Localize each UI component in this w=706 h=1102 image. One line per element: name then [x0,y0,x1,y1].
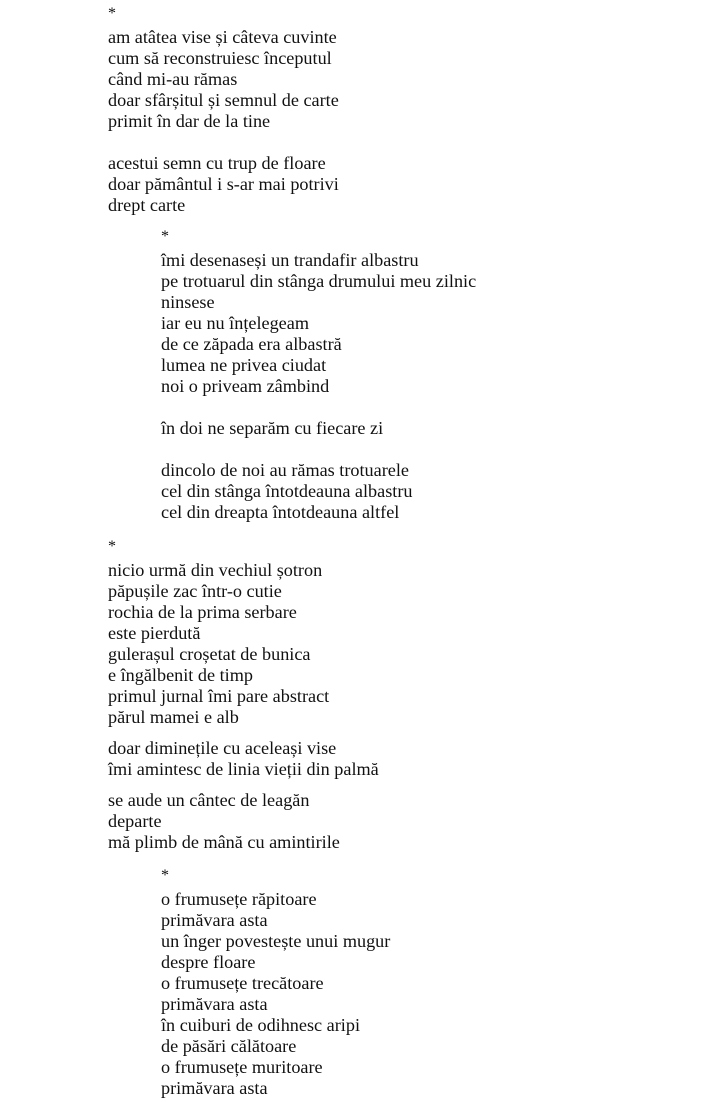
poem-line: păpușile zac într-o cutie [108,581,282,601]
poem-line: primit în dar de la tine [108,111,271,131]
poem-separator-asterisk: * [161,228,169,245]
poem-line: rochia de la prima serbare [108,602,297,622]
poem-line: o frumusețe muritoare [161,1057,323,1077]
poem-line: cum să reconstruiesc începutul [108,48,332,68]
poem-line: despre floare [161,952,256,972]
poem-line: în cuiburi de odihnesc aripi [161,1015,360,1035]
poem-line: iar eu nu înțelegeam [161,313,309,333]
poem-line: de ce zăpada era albastră [161,334,342,354]
poem-line: primăvara asta [161,994,268,1014]
poem-line: am atâtea vise și câteva cuvinte [108,27,337,47]
poem-line: mă plimb de mână cu amintirile [108,832,340,852]
stanza [108,153,339,216]
poem-line: o frumusețe trecătoare [161,973,324,993]
poem-line: cel din dreapta întotdeauna altfel [161,502,400,522]
poem-line: nicio urmă din vechiul șotron [108,560,323,580]
poem-line: doar sfârșitul și semnul de carte [108,90,339,110]
poem-4 [161,866,390,1099]
stanza [108,560,379,728]
poem-line: un înger povestește unui mugur [161,931,391,951]
poem-line: primăvara asta [161,1078,268,1098]
poem-line: doar pământul i s-ar mai potrivi [108,174,339,194]
poem-separator-asterisk: * [161,867,169,884]
poem-line: se aude un cântec de leagăn [108,790,310,810]
poem-line: îmi amintesc de linia vieții din palmă [108,759,379,779]
poem-line: părul mamei e alb [108,707,239,727]
poem-line: lumea ne privea ciudat [161,355,327,375]
poem-separator-asterisk: * [108,538,116,555]
poem-line: când mi-au rămas [108,69,238,89]
poem-line: noi o priveam zâmbind [161,376,330,396]
stanza [161,418,476,439]
poem-line: este pierdută [108,623,201,643]
poem-line: îmi desenaseși un trandafir albastru [161,250,419,270]
poem-line: cel din stânga întotdeauna albastru [161,481,413,501]
poem-line: primăvara asta [161,910,268,930]
poem-line: ninsese [161,292,215,312]
poem-line: în doi ne separăm cu fiecare zi [161,418,384,438]
poem-1 [108,4,339,216]
stanza [108,27,339,132]
poem-separator-asterisk: * [108,5,116,22]
poem-line: doar diminețile cu aceleași vise [108,738,337,758]
poem-line: gulerașul croșetat de bunica [108,644,311,664]
poem-line: o frumusețe răpitoare [161,889,317,909]
poem-3 [108,537,379,853]
poem-line: pe trotuarul din stânga drumului meu zilnic [161,271,477,291]
stanza [161,460,476,523]
stanza [108,790,379,853]
poem-line: primul jurnal îmi pare abstract [108,686,330,706]
poem-2 [161,227,476,523]
stanza [161,250,476,397]
poem-line: acestui semn cu trup de floare [108,153,326,173]
stanza [161,889,390,1099]
poem-line: de păsări călătoare [161,1036,297,1056]
poem-line: dincolo de noi au rămas trotuarele [161,460,409,480]
poem-line: e îngălbenit de timp [108,665,253,685]
poem-line: drept carte [108,195,186,215]
poem-line: departe [108,811,162,831]
stanza [108,738,379,780]
